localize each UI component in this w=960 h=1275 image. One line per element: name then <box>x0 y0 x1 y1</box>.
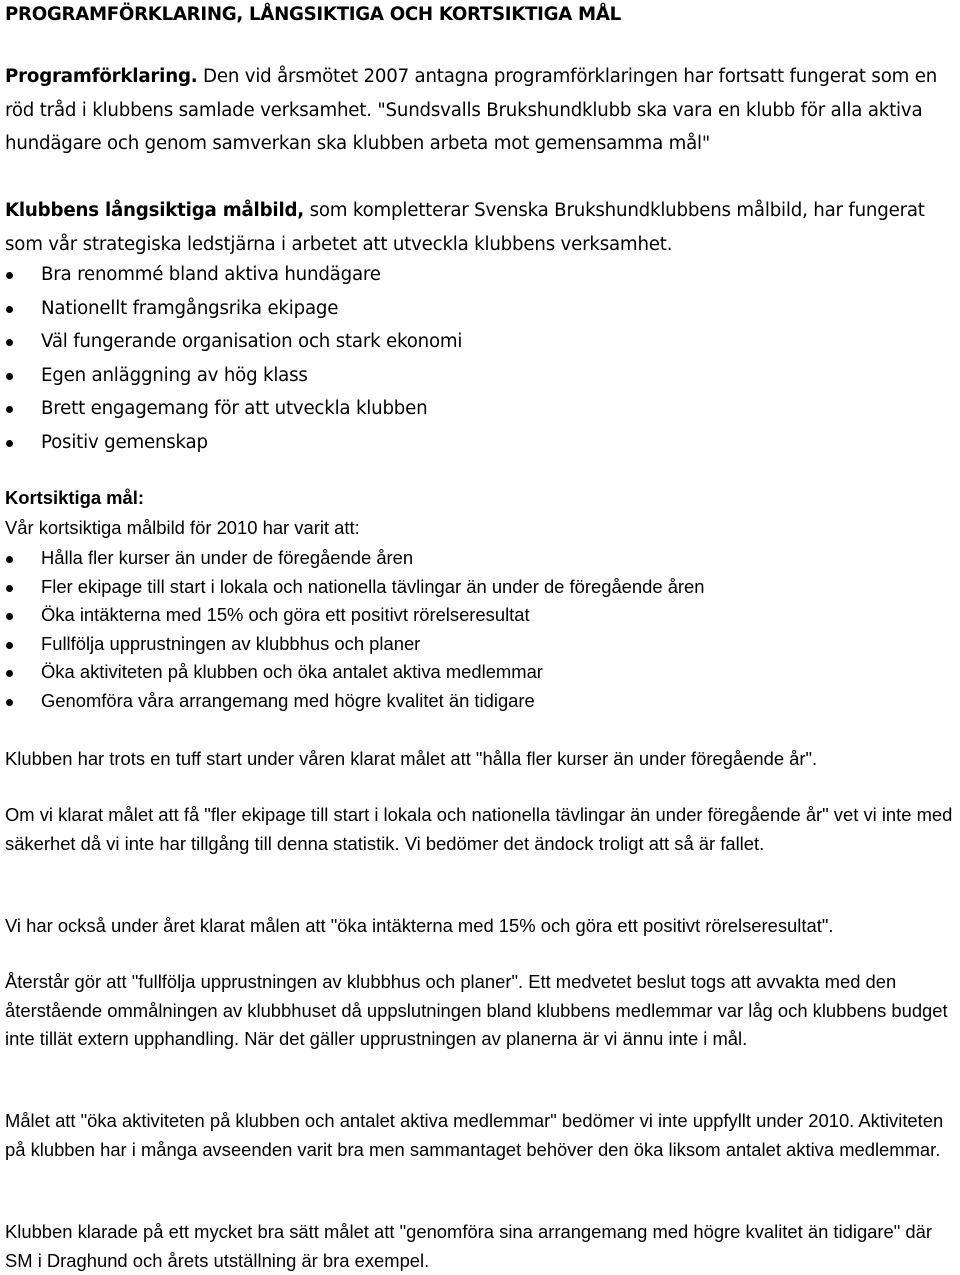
page-title: PROGRAMFÖRKLARING, LÅNGSIKTIGA OCH KORTSIKTIGA MÅL <box>5 4 621 25</box>
list-item: Positiv gemenskap <box>5 426 955 460</box>
shortterm-list <box>5 544 955 716</box>
program-label: Programförklaring. <box>5 66 198 87</box>
list-item: Genomföra våra arrangemang med högre kvalitet än tidigare <box>5 687 955 716</box>
program-paragraph <box>5 60 955 161</box>
paragraph-clubhouse: Återstår gör att "fullfölja upprustningen av klubbhus och planer". Ett medvetet beslut togs att avvakta med den återstående ommålningen av klubbhuset då uppslutningen bland klubbens medlemmar var låg och klubbens budget inte tillät extern upphandling. När det gäller upprustningen av planerna är vi ännu inte i mål. <box>5 971 948 1050</box>
shortterm-intro: Vår kortsiktiga målbild för 2010 har varit att: <box>5 517 360 538</box>
shortterm-heading: Kortsiktiga mål: <box>5 487 144 508</box>
list-item: Fullfölja upprustningen av klubbhus och planer <box>5 630 955 659</box>
paragraph-competitions: Om vi klarat målet att få "fler ekipage till start i lokala och nationella tävlingar än under föregående år" vet vi inte med säkerhet då vi inte har tillgång till denna statistik. Vi bedömer det ändock troligt att så är fallet. <box>5 804 953 854</box>
list-item: Öka intäkterna med 15% och göra ett positivt rörelseresultat <box>5 601 955 630</box>
list-item: Fler ekipage till start i lokala och nationella tävlingar än under de föregående åren <box>5 573 955 602</box>
longterm-text: som kompletterar Svenska Brukshundklubbens målbild, har fungerat som vår strategiska ledstjärna i arbetet att utveckla klubbens verksamhet. <box>5 200 925 255</box>
list-item: Nationellt framgångsrika ekipage <box>5 292 955 326</box>
list-item: Brett engagemang för att utveckla klubben <box>5 392 955 426</box>
paragraph-revenue: Vi har också under året klarat målen att "öka intäkterna med 15% och göra ett positivt rörelseresultat". <box>5 915 834 936</box>
paragraph-events: Klubben klarade på ett mycket bra sätt målet att "genomföra sina arrangemang med högre kvalitet än tidigare" där SM i Draghund och årets utställning är bra exempel. <box>5 1221 932 1271</box>
list-item: Hålla fler kurser än under de föregående åren <box>5 544 955 573</box>
paragraph-activity: Målet att "öka aktiviteten på klubben och antalet aktiva medlemmar" bedömer vi inte uppfyllt under 2010. Aktiviteten på klubben har i många avseenden varit bra men sammantaget behöver den öka liksom antalet aktiva medlemmar. <box>5 1110 944 1160</box>
longterm-list <box>5 258 955 460</box>
program-text: Den vid årsmötet 2007 antagna programförklaringen har fortsatt fungerat som en röd tråd i klubbens samlade verksamhet. "Sundsvalls Brukshundklubb ska vara en klubb för alla aktiva hundägare och genom samverkan ska klubben arbeta mot gemensamma mål" <box>5 66 938 155</box>
list-item: Bra renommé bland aktiva hundägare <box>5 258 955 292</box>
list-item: Egen anläggning av hög klass <box>5 359 955 393</box>
longterm-paragraph <box>5 194 955 261</box>
list-item: Öka aktiviteten på klubben och öka antalet aktiva medlemmar <box>5 658 955 687</box>
longterm-label: Klubbens långsiktiga målbild, <box>5 200 305 221</box>
list-item: Väl fungerande organisation och stark ekonomi <box>5 325 955 359</box>
paragraph-courses: Klubben har trots en tuff start under våren klarat målet att "hålla fler kurser än under föregående år". <box>5 748 818 769</box>
